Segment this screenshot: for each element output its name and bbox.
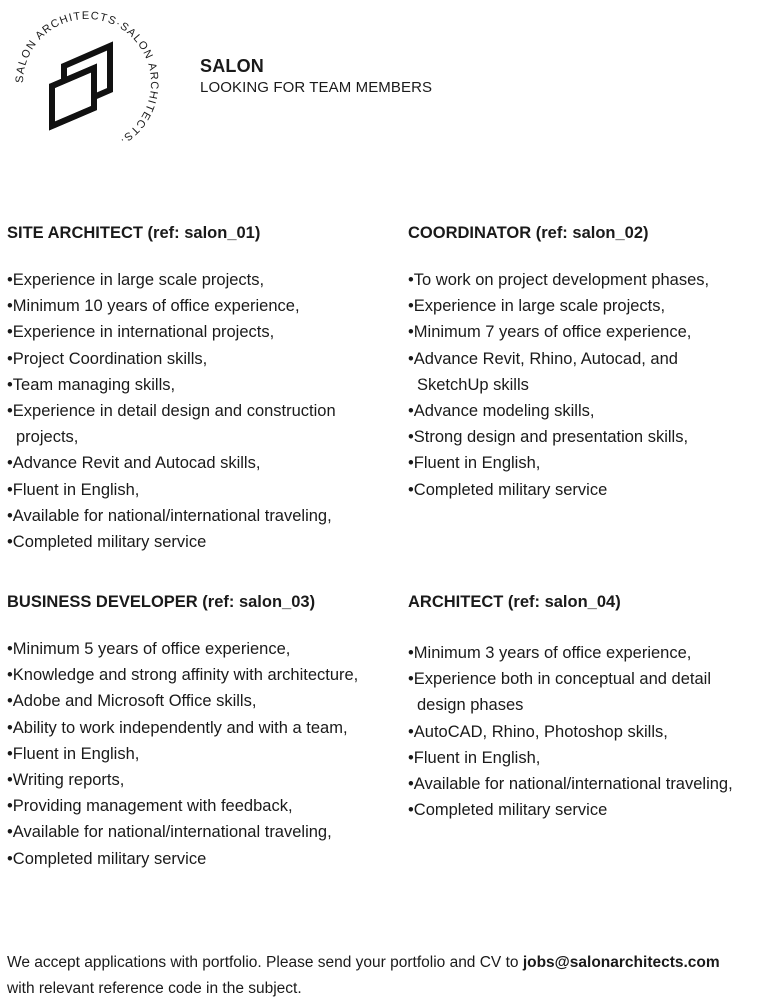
requirement-item: • Ability to work independently and with a team, (7, 715, 392, 741)
footer-text-after: with relevant reference code in the subject. (7, 980, 302, 997)
requirements-list (7, 267, 392, 555)
requirement-item: • Minimum 5 years of office experience, (7, 636, 392, 662)
job-site-architect (7, 223, 392, 555)
requirement-item: • Available for national/international traveling, (408, 771, 768, 797)
requirement-item: • Team managing skills, (7, 372, 392, 398)
requirement-item: • Completed military service (7, 846, 392, 872)
requirements-list (408, 267, 768, 503)
job-title: ARCHITECT (ref: salon_04) (408, 593, 621, 611)
job-coordinator (408, 223, 768, 503)
requirement-item: • Minimum 10 years of office experience, (7, 293, 392, 319)
brand-name: SALON (200, 56, 264, 76)
requirement-item: • Experience in international projects, (7, 319, 392, 345)
logo-mark-icon (52, 46, 110, 126)
brand-tagline: LOOKING FOR TEAM MEMBERS (200, 79, 433, 96)
requirement-item: • Fluent in English, (408, 745, 768, 771)
requirement-item: • Minimum 3 years of office experience, (408, 640, 768, 666)
requirement-item: • Advance modeling skills, (408, 398, 768, 424)
footer-text-before: We accept applications with portfolio. Please send your portfolio and CV to (7, 954, 523, 971)
requirement-item: • Knowledge and strong affinity with architecture, (7, 662, 392, 688)
requirement-item: • Adobe and Microsoft Office skills, (7, 688, 392, 714)
logo-ring-text: SALON ARCHITECTS·SALON ARCHITECTS· (13, 9, 161, 147)
requirement-item: • Completed military service (408, 797, 768, 823)
requirement-item: • Fluent in English, (7, 477, 392, 503)
requirement-item: • Completed military service (7, 529, 392, 555)
requirement-item: • Minimum 7 years of office experience, (408, 319, 768, 345)
requirements-list (408, 640, 768, 823)
requirement-item: • Advance Revit and Autocad skills, (7, 450, 392, 476)
application-note (7, 950, 767, 1002)
job-title: SITE ARCHITECT (ref: salon_01) (7, 224, 261, 242)
requirement-item: • Providing management with feedback, (7, 793, 392, 819)
requirement-item: • Strong design and presentation skills, (408, 424, 768, 450)
requirement-item: • Advance Revit, Rhino, Autocad, and SketchUp skills (408, 346, 768, 398)
requirements-list (7, 636, 392, 872)
requirement-item: • Project Coordination skills, (7, 346, 392, 372)
brand-block (200, 56, 432, 96)
requirement-item: • Experience in detail design and construction projects, (7, 398, 392, 450)
salon-logo (8, 4, 166, 162)
requirement-item: • To work on project development phases, (408, 267, 768, 293)
contact-email-link[interactable]: jobs@salonarchitects.com (522, 954, 720, 971)
job-title: COORDINATOR (ref: salon_02) (408, 224, 649, 242)
requirement-item: • Available for national/international traveling, (7, 819, 392, 845)
requirement-item: • Experience in large scale projects, (408, 293, 768, 319)
job-business-developer (7, 592, 392, 872)
job-title: BUSINESS DEVELOPER (ref: salon_03) (7, 593, 316, 611)
job-architect (408, 592, 768, 823)
requirement-item: • Available for national/international traveling, (7, 503, 392, 529)
requirement-item: • Experience both in conceptual and detail design phases (408, 666, 768, 718)
requirement-item: • Writing reports, (7, 767, 392, 793)
requirement-item: • Completed military service (408, 477, 768, 503)
requirement-item: • Experience in large scale projects, (7, 267, 392, 293)
requirement-item: • Fluent in English, (7, 741, 392, 767)
requirement-item: • AutoCAD, Rhino, Photoshop skills, (408, 719, 768, 745)
requirement-item: • Fluent in English, (408, 450, 768, 476)
